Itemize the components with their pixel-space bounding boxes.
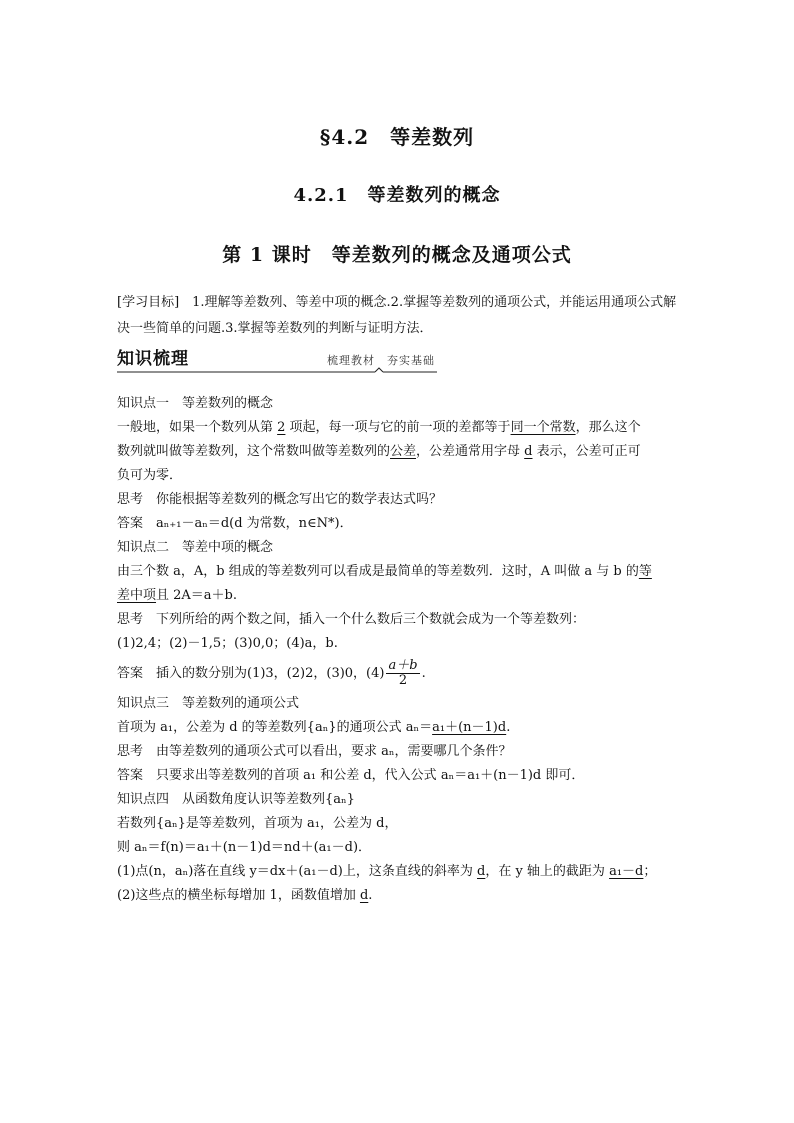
- text-span: (2)这些点的横坐标每增加 1，函数值增加: [117, 888, 360, 903]
- knowledge-point-1-heading: 知识点一 等差数列的概念: [117, 396, 274, 411]
- answer-line: 答案 只要求出等差数列的首项 a₁ 和公差 d，代入公式 aₙ＝a₁＋(n－1)d 即可．: [117, 768, 585, 783]
- text-span: ；: [643, 864, 657, 879]
- blank-answer: a₁＋(n－1)d: [432, 720, 507, 735]
- fraction-denominator: 2: [398, 673, 408, 688]
- answer-line: 答案 aₙ₊₁－aₙ＝d(d 为常数，n∈N*)．: [117, 516, 353, 531]
- subsection-title: 4.2.1 等差数列的概念: [293, 185, 501, 206]
- text-span: 答案 插入的数分别为(1)3，(2)2，(3)0，(4): [117, 666, 385, 681]
- paragraph-line: 则 aₙ＝f(n)＝a₁＋(n－1)d＝nd＋(a₁－d)．: [117, 840, 372, 855]
- knowledge-bar-subtitle: 梳理教材 夯实基础: [327, 354, 435, 367]
- think-question: 思考 下列所给的两个数之间，插入一个什么数后三个数就会成为一个等差数列：: [117, 612, 586, 627]
- blank-answer: d: [477, 864, 486, 879]
- knowledge-point-4-heading: 知识点四 从函数角度认识等差数列{aₙ}: [117, 792, 355, 807]
- text-span: 数列就叫做等差数列，这个常数叫做等差数列的: [117, 444, 391, 459]
- paragraph-line: (1)2,4；(2)－1,5；(3)0,0；(4)a，b.: [117, 636, 338, 651]
- text-span: .: [506, 720, 511, 735]
- learning-objectives: [学习目标] 1.理解等差数列、等差中项的概念.2.掌握等差数列的通项公式，并能运用通项公式解决一些简单的问题.3.掌握等差数列的判断与证明方法．: [117, 295, 677, 336]
- fraction-numerator: a＋b: [388, 658, 418, 673]
- fraction: [386, 659, 419, 688]
- blank-answer: 公差: [390, 444, 417, 459]
- paragraph-line: [117, 716, 682, 740]
- paragraph-line: 负可为零．: [117, 468, 183, 483]
- section-title: §4.2 等差数列: [319, 125, 475, 149]
- knowledge-point-3-heading: 知识点三 等差数列的通项公式: [117, 696, 300, 711]
- text-span: 且 2A＝a＋b.: [156, 588, 238, 603]
- lesson-title: 第 1 课时 等差数列的概念及通项公式: [222, 244, 572, 266]
- blank-answer: 等: [638, 564, 652, 579]
- text-span: ，那么这个: [575, 420, 641, 435]
- blank-answer: d: [359, 888, 369, 903]
- knowledge-bar: [117, 344, 437, 374]
- blank-answer: 同一个常数: [510, 420, 576, 435]
- paragraph-line: [117, 584, 682, 608]
- text-span: 由三个数 a，A，b 组成的等差数列可以看成是最简单的等差数列．这时，A 叫做 a 与 b 的: [117, 564, 639, 579]
- paragraph-line: [117, 860, 682, 884]
- paragraph-line: [117, 884, 682, 908]
- answer-line: [117, 656, 682, 692]
- paragraph-line: [117, 440, 682, 464]
- blank-answer: d: [524, 444, 533, 459]
- blank-answer: a₁－d: [609, 864, 644, 879]
- think-question: 思考 你能根据等差数列的概念写出它的数学表达式吗？: [117, 492, 443, 507]
- paragraph-line: 若数列{aₙ}是等差数列，首项为 a₁，公差为 d，: [117, 816, 398, 831]
- text-span: 首项为 a₁，公差为 d 的等差数列{aₙ}的通项公式 aₙ＝: [117, 720, 433, 735]
- text-span: .: [368, 888, 373, 903]
- blank-answer: 差中项: [117, 588, 157, 603]
- knowledge-point-2-heading: 知识点二 等差中项的概念: [117, 540, 274, 555]
- think-question: 思考 由等差数列的通项公式可以看出，要求 aₙ，需要哪几个条件？: [117, 744, 512, 759]
- paragraph-line: [117, 560, 682, 584]
- paragraph-line: [117, 416, 682, 440]
- knowledge-bar-title: 知识梳理: [117, 349, 189, 369]
- text-span: ，在 y 轴上的截距为: [485, 864, 610, 879]
- content-body: [117, 392, 682, 908]
- text-span: 表示，公差可正可: [532, 444, 641, 459]
- text-span: ，公差通常用字母: [416, 444, 525, 459]
- text-span: .: [421, 666, 426, 681]
- text-span: (1)点(n，aₙ)落在直线 y＝dx＋(a₁－d)上，这条直线的斜率为: [117, 864, 477, 879]
- blank-answer: 2: [277, 420, 286, 435]
- text-span: 项起，每一项与它的前一项的差都等于: [285, 420, 511, 435]
- text-span: 一般地，如果一个数列从第: [117, 420, 278, 435]
